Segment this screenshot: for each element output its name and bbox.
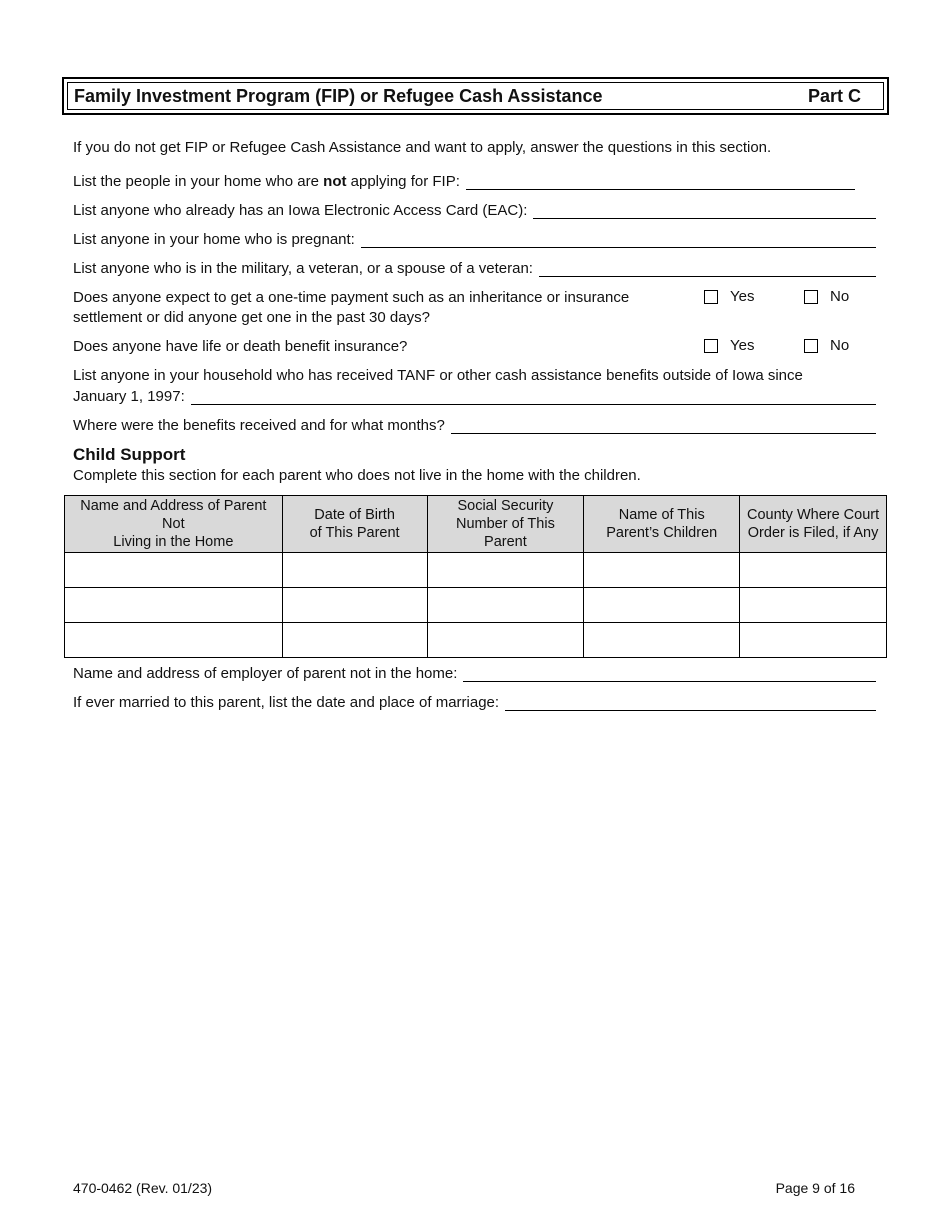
employer-label: Name and address of employer of parent not in the home:: [73, 665, 458, 682]
col-parent-name-address: Name and Address of Parent Not Living in the Home: [65, 496, 283, 553]
benefits-label: Where were the benefits received and for what months?: [73, 417, 445, 434]
form-number: 470-0462 (Rev. 01/23): [73, 1180, 213, 1196]
marriage-field[interactable]: [505, 696, 876, 711]
pregnant-label: List anyone in your home who is pregnant:: [73, 231, 355, 248]
section-header-inner: [67, 82, 884, 110]
military-field[interactable]: [539, 262, 876, 277]
child-support-subtitle: Complete this section for each parent who does not live in the home with the children.: [73, 467, 641, 484]
table-cell[interactable]: [282, 553, 427, 588]
one-time-payment-label: Does anyone expect to get a one-time payment such as an inheritance or insurance settlement or did anyone get one in the past 30 days?: [73, 289, 630, 326]
no-checkbox[interactable]: [804, 339, 818, 353]
one-time-payment-no[interactable]: No: [804, 288, 849, 305]
not-applying-field[interactable]: [466, 175, 855, 190]
page-number: Page 9 of 16: [775, 1180, 855, 1196]
section-header: [62, 77, 889, 115]
yes-checkbox[interactable]: [704, 339, 718, 353]
table-cell[interactable]: [282, 588, 427, 623]
employer-field[interactable]: [463, 667, 876, 682]
eac-row: [73, 202, 876, 219]
one-time-payment-yes[interactable]: Yes: [704, 288, 754, 305]
table-cell[interactable]: [740, 553, 887, 588]
child-support-table: [64, 495, 887, 658]
section-title: Family Investment Program (FIP) or Refugee Cash Assistance: [74, 85, 603, 106]
military-label: List anyone who is in the military, a veteran, or a spouse of a veteran:: [73, 260, 533, 277]
table-cell[interactable]: [740, 623, 887, 658]
life-insurance-no[interactable]: No: [804, 337, 849, 354]
table-cell[interactable]: [65, 553, 283, 588]
eac-field[interactable]: [533, 204, 876, 219]
child-support-title: Child Support: [73, 445, 186, 464]
col-ssn: Social Security Number of This Parent: [427, 496, 584, 553]
table-cell[interactable]: [584, 588, 740, 623]
table-row: [65, 553, 887, 588]
table-cell[interactable]: [65, 588, 283, 623]
tanf-label-line2: January 1, 1997:: [73, 388, 185, 405]
table-cell[interactable]: [427, 553, 584, 588]
pregnant-field[interactable]: [361, 233, 876, 248]
table-cell[interactable]: [427, 588, 584, 623]
intro-text: If you do not get FIP or Refugee Cash Assistance and want to apply, answer the questions in this section.: [73, 139, 772, 156]
table-cell[interactable]: [282, 623, 427, 658]
eac-label: List anyone who already has an Iowa Electronic Access Card (EAC):: [73, 202, 528, 219]
life-insurance-label: Does anyone have life or death benefit insurance?: [73, 338, 408, 355]
marriage-label: If ever married to this parent, list the date and place of marriage:: [73, 694, 500, 711]
tanf-label-line1: List anyone in your household who has received TANF or other cash assistance benefits outside of Iowa since: [73, 367, 803, 384]
no-checkbox[interactable]: [804, 290, 818, 304]
table-cell[interactable]: [427, 623, 584, 658]
marriage-row: [73, 694, 876, 711]
not-applying-row: [73, 173, 855, 190]
one-time-payment-row: [73, 288, 876, 328]
benefits-row: [73, 417, 876, 434]
table-cell[interactable]: [584, 553, 740, 588]
col-children-names: Name of This Parent’s Children: [584, 496, 740, 553]
life-insurance-row: [73, 337, 876, 357]
yes-checkbox[interactable]: [704, 290, 718, 304]
table-header-row: [65, 496, 887, 553]
tanf-row: [73, 388, 876, 405]
life-insurance-yes[interactable]: Yes: [704, 337, 754, 354]
col-county-court-order: County Where Court Order is Filed, if Any: [740, 496, 887, 553]
table-cell[interactable]: [584, 623, 740, 658]
military-row: [73, 260, 876, 277]
part-label: Part C: [807, 85, 861, 106]
pregnant-row: [73, 231, 876, 248]
table-cell[interactable]: [740, 588, 887, 623]
table-cell[interactable]: [65, 623, 283, 658]
col-date-of-birth: Date of Birth of This Parent: [282, 496, 427, 553]
benefits-field[interactable]: [451, 419, 876, 434]
table-row: [65, 623, 887, 658]
tanf-field[interactable]: [191, 390, 876, 405]
table-row: [65, 588, 887, 623]
employer-row: [73, 665, 876, 682]
not-applying-label: List the people in your home who are not applying for FIP:: [73, 173, 460, 190]
